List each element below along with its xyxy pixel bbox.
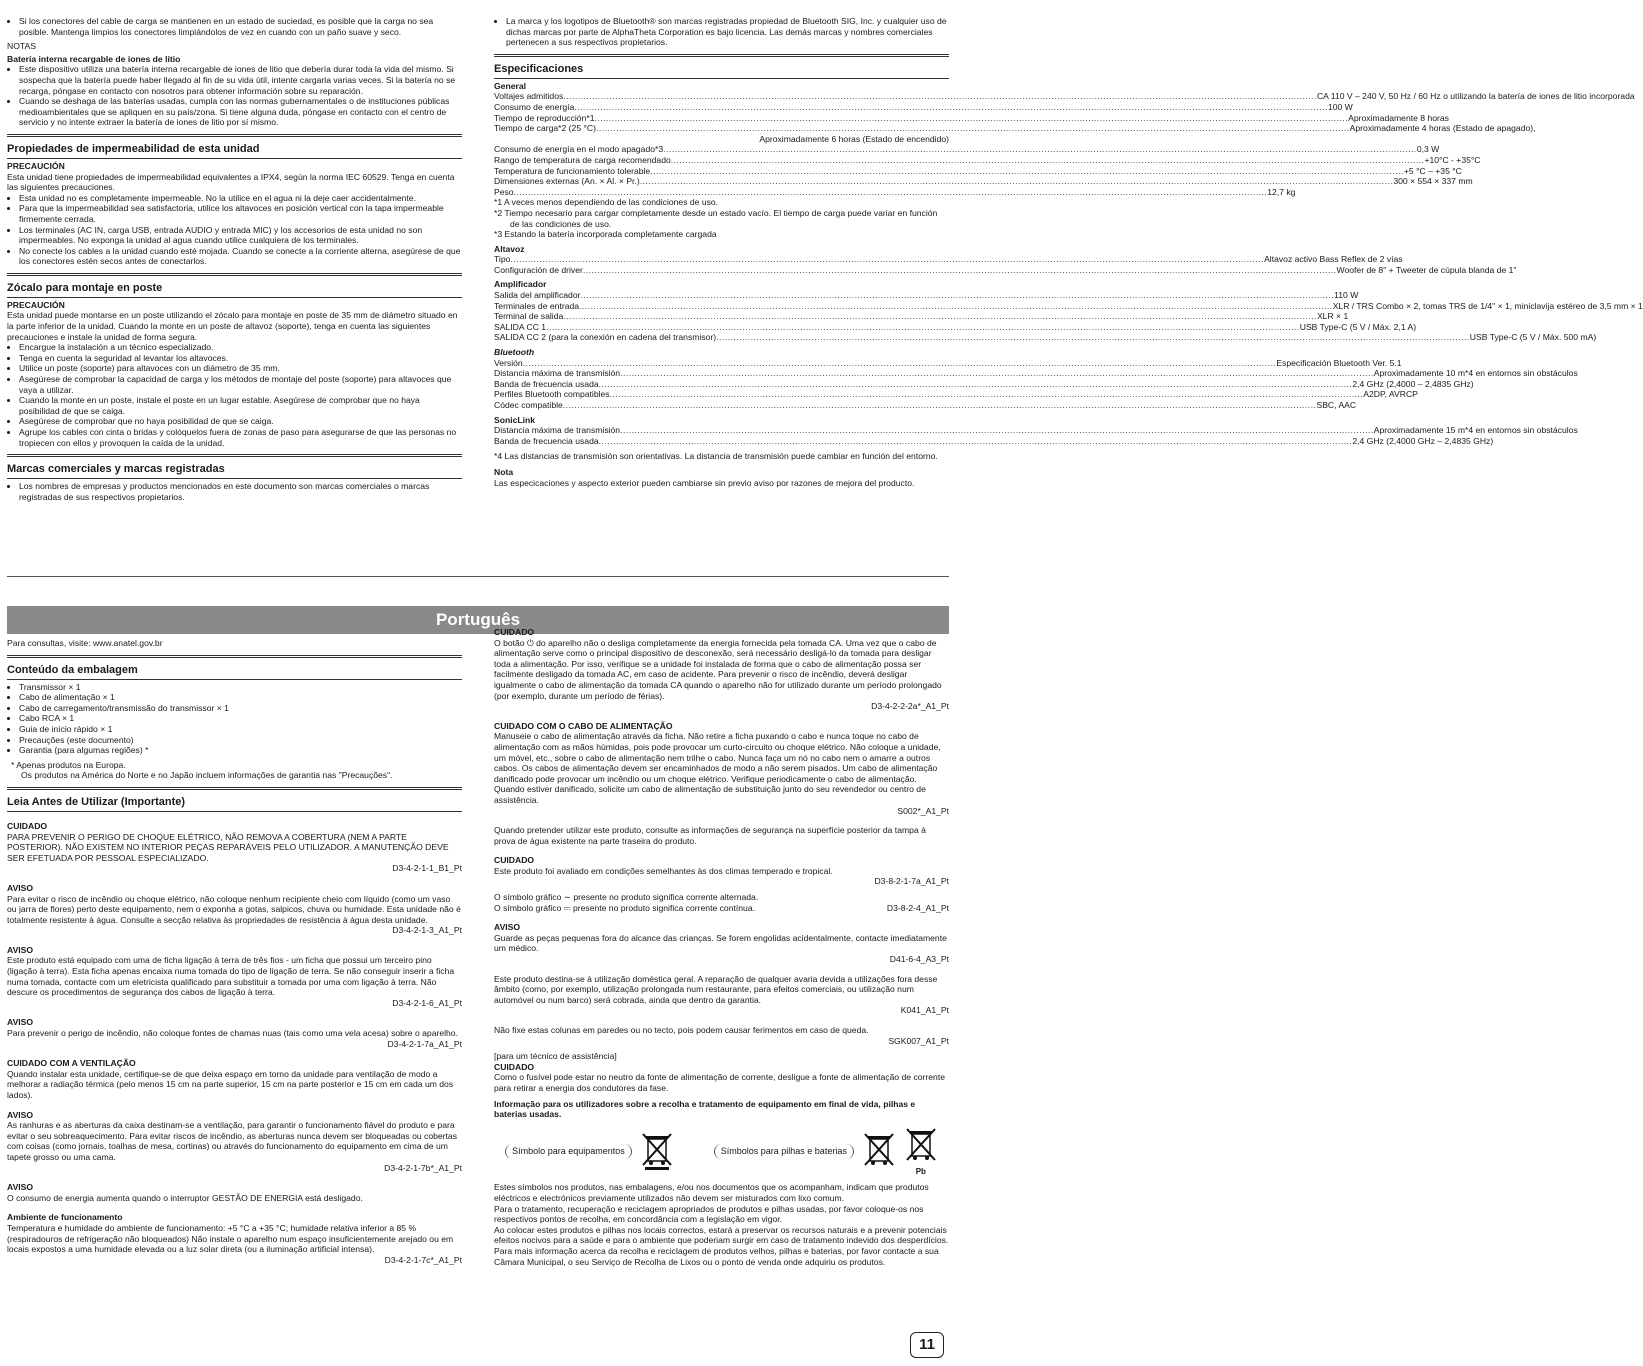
contents-list	[7, 682, 462, 756]
spec-row	[494, 101, 1353, 113]
spec-value: XLR / TRS Combo × 2, tomas TRS de 1/4" × 1, miniclavija estéreo de 3,5 mm × 1	[1332, 300, 1643, 311]
notice-text: Temperatura e humidade do ambiente de funcionamento: +5 °C a +35 °C; humidade relativa inferior a 85 % (respiradouros de refrigeração não bloqueados) Não instale o aparelho num espaço insuficientemente arejado ou em locais expostos a uma humidade elevada ou a luz solar direta (ou a iluminação artificial intensa).	[7, 1222, 454, 1255]
spec-group-general: General	[494, 80, 527, 91]
crossed-bin-icon	[862, 1131, 896, 1171]
spec-row	[494, 425, 1578, 436]
reference-code: SGK007_A1_Pt	[888, 1035, 949, 1046]
spec-note-4: *4 Las distancias de transmisión son orientativas. La distancia de transmisión puede cambiar en función del entorno.	[494, 451, 938, 462]
spec-label: Perfiles Bluetooth compatibles	[494, 389, 610, 400]
spec-group-amplifier: Amplificador	[494, 279, 547, 290]
list-item: • Garantia (para algumas regiões) *	[19, 745, 462, 756]
notice-block	[7, 1182, 462, 1203]
spec-label: Terminales de entrada	[494, 300, 580, 311]
pt-left-column	[7, 638, 462, 1265]
notice-heading: AVISO	[7, 882, 34, 893]
spec-row	[494, 389, 1418, 400]
leader-dots	[514, 187, 1268, 198]
list-item: • Tenga en cuenta la seguridad al levantar los altavoces.	[19, 353, 462, 364]
list-item: • No conecte los cables a la unidad cuando esté mojada. Cuando se conecte a la corriente alterna, asegúrese de que los conectores estén secos antes de conectarlos.	[19, 246, 462, 267]
reference-code: D3-4-2-1-1_B1_Pt	[392, 863, 462, 874]
spec-label: Rango de temperatura de carga recomendado	[494, 154, 671, 165]
leader-dots	[650, 166, 1404, 177]
leader-dots	[640, 176, 1394, 187]
spec-value: 2,4 GHz (2,4000 – 2,4835 GHz)	[1352, 378, 1474, 389]
leader-dots	[583, 265, 1337, 276]
spec-value: Altavoz activo Bass Reflex de 2 vías	[1264, 254, 1403, 265]
spec-value: CA 110 V – 240 V, 50 Hz / 60 Hz o utilizando la batería de iones de litio incorporada	[1316, 91, 1635, 102]
section-title-contents: Conteúdo da embalagem	[7, 655, 462, 680]
reference-code: D3-4-2-1-7c*_A1_Pt	[384, 1254, 462, 1265]
pt-right-column	[494, 618, 949, 1318]
spec-label: Tiempo de carga*2 (25 °C)	[494, 123, 596, 134]
reference-code: D41-6-4_A3_Pt	[889, 954, 949, 965]
precaution-heading: PRECAUCIÓN	[7, 160, 65, 171]
notice-block	[7, 945, 462, 1009]
warning-blocks	[7, 821, 462, 1265]
notice-heading: CUIDADO	[7, 820, 48, 831]
spec-label: Versión	[494, 357, 523, 368]
list-item: • La marca y los logotipos de Bluetooth® son marcas registradas propiedad de Bluetooth SIG, Inc. y cualquier uso de dichas marcas por parte de AlphaTheta Corporation es bajo licencia. Las demás marcas y nombres comerciales pertenecen a sus respectivos propietarios.	[506, 16, 949, 48]
spec-table-bluetooth	[494, 357, 1578, 411]
list-item: • Asegúrese de comprobar que no haya posibilidad de que se caiga.	[19, 416, 462, 427]
spec-row	[494, 254, 1403, 265]
spec-row	[494, 176, 1473, 187]
page-number: 11	[910, 1332, 944, 1358]
leader-dots	[596, 123, 1350, 134]
spec-value: A2DP, AVRCP	[1363, 389, 1418, 400]
notice-text: Manuseie o cabo de alimentação através da ficha. Não retire a ficha puxando o cabo e nunca toque no cabo de alimentação com as mãos húmidas, pois pode provocar um curto-circuito ou choque elétrico. Não coloque a unidade, um móvel, etc., sobre o cabo de alimentação nem trilhe o cabo. Nunca faça um nó no cabo nem o amarre a outros cabos. Os cabos de alimentação devem ser encaminhados de modo a não serem pisados. Um cabo de alimentação danificado pode provocar um incêndio ou um choque elétrico. Verifique periodicamente o cabo de alimentação. Quando estiver danificado, solicite um cabo de alimentação de substituição junto do seu revendedor ou centro de assistência.	[494, 731, 941, 805]
notice-block	[494, 974, 949, 1016]
spec-row	[494, 311, 1349, 322]
waterproof-list	[7, 193, 462, 267]
list-item: • Cabo de alimentação × 1	[19, 692, 462, 703]
spec-row	[494, 300, 1643, 312]
spec-value: Aproximadamente 10 m*4 en entornos sin obstáculos	[1373, 368, 1578, 379]
nota-text: Las especicaciones y aspecto exterior pueden cambiarse sin previo aviso por razones de mejora del producto.	[494, 477, 915, 488]
spec-row	[494, 91, 1635, 102]
language-bar: Português	[7, 606, 949, 634]
recycle-text: Ao colocar estes produtos e pilhas nos locais correctos, estará a preservar os recursos naturais e a prevenir potenciais efeitos nocivos para a saúde e para o ambiente que poderiam surgir em caso de tratamento indevido dos desperdícios.	[494, 1224, 949, 1246]
list-item: • Utilice un poste (soporte) para altavoces con un diámetro de 35 mm.	[19, 363, 462, 374]
spec-row	[494, 144, 1440, 155]
spec-row	[494, 112, 1449, 124]
leader-dots	[663, 144, 1417, 155]
spec-label: Banda de frecuencia usada	[494, 378, 599, 389]
contents-note: Os produtos na América do Norte e no Japão incluem informações de garantia nas "Precauções".	[21, 770, 393, 781]
spec-value: SBC, AAC	[1316, 400, 1357, 410]
spec-label: Consumo de energía	[494, 101, 575, 112]
list-item: • Guia de início rápido × 1	[19, 724, 462, 735]
list-item: • Cuando la monte en un poste, instale el poste en un lugar estable. Asegúrese de comprobar que no haya posibilidad de que se caiga.	[19, 395, 462, 416]
leader-dots	[599, 379, 1353, 390]
spec-label: SALIDA CC 1	[494, 321, 547, 332]
notice-block	[494, 922, 949, 964]
spec-label: Banda de frecuencia usada	[494, 435, 599, 446]
list-item: • Esta unidad no es completamente impermeable. No la utilice en el agua ni la deje caer accidentalmente.	[19, 193, 462, 204]
list-item: • Agrupe los cables con cinta o bridas y colóquelos fuera de zonas de paso para asegurarse de que las personas no tropiecen con ellos y provoquen la caída de la unidad.	[19, 427, 462, 448]
notice-block	[494, 721, 949, 816]
notice-heading: AVISO	[494, 922, 521, 933]
spec-group-soniclink: SonicLink	[494, 414, 536, 425]
list-item: • Transmissor × 1	[19, 682, 462, 693]
list-item: • Asegúrese de comprobar la capacidad de carga y los métodos de montaje del poste (soporte) para altavoces que vaya a utilizar.	[19, 374, 462, 395]
list-item: • Para que la impermeabilidad sea satisfactoria, utilice los altavoces en posición vertical con la tapa impermeable firmemente cerrada.	[19, 203, 462, 224]
spec-note: *1 A veces menos dependiendo de las condiciones de uso.	[494, 197, 719, 208]
spec-row	[494, 123, 1536, 134]
list-item: • Cabo de carregamento/transmissão do transmissor × 1	[19, 703, 462, 714]
reference-code: D3-4-2-1-7a_A1_Pt	[387, 1038, 462, 1049]
spec-label: Terminal de salida	[494, 311, 564, 322]
notice-heading: CUIDADO COM A VENTILAÇÃO	[7, 1058, 136, 1069]
notice-heading: CUIDADO	[494, 627, 535, 637]
divider	[7, 576, 949, 577]
pole-list	[7, 342, 462, 448]
recycle-heading: Informação para os utilizadores sobre a recolha e tratamento de equipamento em final de vida, pilhas e baterias usadas.	[494, 1098, 916, 1120]
list-item: • Precauções (este documento)	[19, 735, 462, 746]
spec-label: Salida del amplificador	[494, 290, 581, 301]
notice-block	[7, 821, 462, 874]
spec-value: USB Type-C (5 V / Máx. 500 mA)	[1469, 332, 1597, 343]
reference-code: K041_A1_Pt	[900, 1005, 949, 1016]
leader-dots	[574, 102, 1328, 113]
spec-value: Woofer de 8" + Tweeter de cúpula blanda de 1"	[1336, 264, 1517, 275]
leader-dots	[620, 425, 1374, 436]
symbol-label: Símbolo para equipamentos	[505, 1144, 632, 1159]
notas-heading: NOTAS	[7, 41, 36, 52]
spec-value: 2,4 GHz (2,4000 GHz – 2,4835 GHz)	[1352, 435, 1494, 446]
list-item: • Los terminales (AC IN, carga USB, entrada AUDIO y entrada MIC) y los accesorios de esta unidad no son impermeables. No exponga la unidad al agua cuando utilice cualquiera de los terminales.	[19, 225, 462, 246]
recycle-text: Estes símbolos nos produtos, nas embalagens, e/ou nos documentos que os acompanham, indicam que produtos eléctricos e electrónicos previamente utilizados não devem ser misturados com lixo comum.	[494, 1182, 929, 1203]
spec-value: Aproximadamente 6 horas (Estado de encendido)	[759, 133, 949, 144]
spec-notes	[494, 197, 949, 239]
spec-table-general	[494, 91, 1635, 197]
reference-code: D3-4-2-1-3_A1_Pt	[392, 925, 462, 936]
notice-block	[7, 1212, 462, 1265]
equipment-symbol-group	[505, 1131, 674, 1171]
spec-row	[494, 134, 949, 145]
trademark-list	[7, 481, 462, 502]
notice-heading: CUIDADO	[494, 855, 535, 866]
leader-dots	[510, 254, 1264, 265]
power-symbols	[494, 892, 949, 913]
reference-code: D3-4-2-1-7b*_A1_Pt	[384, 1162, 462, 1173]
notice-block	[7, 1058, 462, 1100]
symbol-dc-text: O símbolo gráfico ⎓ presente no produto significa corrente contínua.	[494, 902, 755, 913]
spec-value: Aproximadamente 8 horas	[1348, 112, 1449, 123]
reference-code: S002*_A1_Pt	[897, 805, 949, 816]
tech-heading: CUIDADO	[494, 1061, 535, 1072]
notice-text: Este produto foi avaliado em condições semelhantes às dos climas temperado e tropical.	[494, 865, 833, 876]
notice-text: Para prevenir o perigo de incêndio, não coloque fontes de chamas nuas (tais como uma vela acesa) sobre o aparelho.	[7, 1028, 458, 1039]
leader-dots	[671, 155, 1425, 166]
notice-text: Guarde as peças pequenas fora do alcance das crianças. Se forem engolidas acidentalmente, contacte imediatamente um médico.	[494, 932, 947, 954]
leader-dots	[610, 389, 1364, 400]
notice-text: As ranhuras e as aberturas da caixa destinam-se a ventilação, para garantir o funcionamento fiável do produto e para evitar o seu sobreaquecimento. Para evitar riscos de incêndio, as aberturas nunca devem ser bloqueadas ou cobertas com coisas (como jornais, toalhas de mesa, cortinas) ou através do funcionamento do equipamento em cima de um tapete grosso ou uma cama.	[7, 1120, 458, 1162]
list-item: • Si los conectores del cable de carga se mantienen en un estado de suciedad, es posible que la carga no sea posible. Mantenga limpios los conectores limpiándolos de vez en cuando con un paño suave y seco.	[19, 16, 462, 37]
section-title-trademarks: Marcas comerciales y marcas registradas	[7, 454, 462, 479]
recycle-text: Para o tratamento, recuperação e reciclagem apropriados de produtos e pilhas usadas, por favor coloque-os nos respectivos pontos de recolha, em concordância com a legislação em vigor.	[494, 1203, 924, 1225]
symbol-label: Símbolos para pilhas e baterias	[714, 1144, 854, 1159]
spec-row	[494, 321, 1417, 333]
leader-dots	[563, 311, 1317, 322]
es-right-column	[494, 16, 1643, 556]
list-item: • Cabo RCA × 1	[19, 713, 462, 724]
section-title-pole: Zócalo para montaje en poste	[7, 273, 462, 298]
list-item: • Este dispositivo utiliza una batería interna recargable de iones de litio que debería durar toda la vida del mismo. Si sospecha que la batería puede haber llegado al fin de su vida útil, intente cargarla varias veces. Si la batería no se recarga, póngase en contacto con nosotros para obtener información sobre su reparación.	[19, 64, 462, 96]
spec-row	[494, 332, 1597, 343]
spec-value: +10°C - +35°C	[1424, 154, 1481, 165]
leader-dots	[620, 368, 1374, 379]
spec-label: Peso	[494, 186, 514, 197]
spec-row	[494, 400, 1357, 411]
notice-block	[494, 627, 949, 712]
spec-note: *3 Estando la batería incorporada completamente cargada	[494, 229, 717, 240]
precaution-heading: PRECAUCIÓN	[7, 299, 65, 310]
battery-symbol-group	[714, 1126, 938, 1177]
spec-row	[494, 435, 1494, 447]
notice-block	[7, 1110, 462, 1174]
warning-blocks	[494, 922, 949, 1046]
consult-text: Para consultas, visite: www.anatel.gov.br	[7, 638, 163, 648]
notice-text: PARA PREVENIR O PERIGO DE CHOQUE ELÉTRICO, NÃO REMOVA A COBERTURA (NEM A PARTE POSTERIOR). NÃO EXISTEM NO INTERIOR PEÇAS REPARÁVEIS PELO UTILIZADOR. A MANUTENÇÃO DEVE SER EFETUADA POR PESSOAL ESPECIALIZADO.	[7, 831, 449, 863]
battery-list	[7, 64, 462, 128]
battery-heading: Batería interna recargable de iones de litio	[7, 53, 181, 64]
pb-label: Pb	[915, 1167, 926, 1177]
notice-block	[494, 1025, 949, 1046]
spec-row	[494, 378, 1474, 390]
tech-note: [para um técnico de assistência]	[494, 1051, 617, 1062]
contents-note: * Apenas produtos na Europa.	[11, 759, 126, 770]
notice-text: Para evitar o risco de incêndio ou choque elétrico, não coloque nenhum recipiente cheio com líquido (como um vaso ou jarra de flores) perto deste equipamento, nem o exponha a gotas, salpicos, chuva ou humidade. Esta unidade não é totalmente resistente à água. Consulte a secção relativa às propriedades de resistência à água desta unidade.	[7, 893, 461, 925]
spec-group-bluetooth: Bluetooth	[494, 347, 535, 358]
leader-dots	[579, 301, 1333, 312]
symbol-ac-text: O símbolo gráfico ∼ presente no produto significa corrente alternada.	[494, 892, 759, 903]
section-title-read-before: Leia Antes de Utilizar (Importante)	[7, 787, 462, 812]
reference-code: D3-4-2-1-6_A1_Pt	[392, 997, 462, 1008]
leader-dots	[594, 113, 1348, 124]
notice-text: Este produto está equipado com uma de ficha ligação à terra de três fios - um ficha que possui um terceiro pino (ligação à terra). Esta ficha apenas encaixa numa tomada do tipo de ligação de terra. Se não conseguir inserir a ficha numa tomada, contacte com um eletricista qualificado para substituir a tomada por uma com ligação à terra. Não descure os procedimentos de segurança dos cabos de ligação à terra.	[7, 955, 455, 998]
notice-text: Não fixe estas colunas em paredes ou no tecto, pois podem causar ferimentos em caso de queda.	[494, 1025, 869, 1035]
es-intro-list	[7, 16, 462, 37]
spec-value: 300 × 554 × 337 mm	[1393, 176, 1473, 187]
spec-note: *2 Tiempo necesario para cargar completamente desde un estado vacío. El tiempo de carga puede variar en función de las condiciones de uso.	[494, 207, 938, 229]
spec-label: Distancia máxima de transmisión	[494, 368, 621, 379]
section-title-specs: Especificaciones	[494, 54, 949, 79]
notice-text: Este produto destina-se à utilização doméstica geral. A reparação de qualquer avaria devida a utilizações fora desse âmbito (como, por exemplo, utilização prolongada num restaurante, para efeitos comerciais, ou utilização num automóvel ou num barco) será cobrada, ainda que dentro da garantia.	[494, 973, 938, 1005]
notice-heading: Ambiente de funcionamento	[7, 1212, 123, 1223]
reference-code: D3-8-2-1-7a_A1_Pt	[874, 876, 949, 887]
leader-dots	[563, 91, 1317, 102]
spec-label: Temperatura de funcionamiento tolerable	[494, 165, 651, 176]
spec-group-speaker: Altavoz	[494, 243, 525, 254]
spec-row	[494, 290, 1359, 301]
nota-heading: Nota	[494, 466, 514, 477]
spec-value: 100 W	[1327, 101, 1353, 112]
spec-value: Especificación Bluetooth Ver. 5.1	[1276, 357, 1402, 368]
spec-table-speaker	[494, 254, 1517, 275]
notice-heading: AVISO	[7, 944, 34, 955]
spec-row	[494, 165, 1462, 177]
notice-block	[7, 1017, 462, 1049]
notice-heading: AVISO	[7, 1109, 34, 1120]
spec-label: Tiempo de reproducción*1	[494, 112, 595, 123]
spec-label: Códec compatible	[494, 400, 563, 410]
section-title-waterproof: Propiedades de impermeabilidad de esta unidad	[7, 134, 462, 159]
list-item: • Encargue la instalación a un técnico especializado.	[19, 342, 462, 353]
notice-text: O consumo de energia aumenta quando o interruptor GESTÃO DE ENERGIA está desligado.	[7, 1192, 363, 1203]
spec-row	[494, 368, 1578, 379]
pole-text: Esta unidad puede montarse en un poste utilizando el zócalo para montaje en poste de 35 mm de diámetro situado en la parte inferior de la unidad. Cuando la monte en un poste de altavoz (soporte), tenga en cuenta las siguientes precauciones e instale la unidad de forma segura.	[7, 310, 458, 342]
recycle-text: Para mais informação acerca da recolha e reciclagem de produtos velhos, pilhas e baterias, por favor contacte a sua Câmara Municipal, o seu Serviço de Recolha de Lixos ou o ponto de venda onde adquiriu os produtos.	[494, 1245, 939, 1267]
spec-table-soniclink	[494, 425, 1578, 446]
spec-value: USB Type-C (5 V / Máx. 2,1 A)	[1299, 321, 1417, 332]
recycle-symbols	[494, 1126, 949, 1177]
reference-code: D3-4-2-2-2a*_A1_Pt	[871, 701, 949, 712]
list-item: • Los nombres de empresas y productos mencionados en este documento son marcas comerciales o marcas registradas de sus respectivos propietarios.	[19, 481, 462, 502]
tech-text: Como o fusível pode estar no neutro da fonte de alimentação de corrente, desligue a fonte de alimentação de corrente para retirar a energia dos condutores da fase.	[494, 1072, 945, 1093]
spec-label: Consumo de energía en el modo apagado*3	[494, 144, 664, 155]
leader-dots	[563, 400, 1317, 411]
spec-row	[494, 264, 1517, 276]
crossed-bin-icon	[904, 1126, 938, 1166]
reference-code: D3-8-2-4_A1_Pt	[886, 902, 949, 913]
notice-heading: CUIDADO COM O CABO DE ALIMENTAÇÃO	[494, 720, 673, 731]
spec-value: 12,7 kg	[1267, 186, 1296, 197]
spec-value: Aproximadamente 15 m*4 en entornos sin obstáculos	[1373, 425, 1578, 436]
bluetooth-trademark-list	[494, 16, 949, 48]
spec-label: Dimensiones externas (An. × Al. × Pr.)	[494, 176, 640, 187]
list-item: • Cuando se deshaga de las baterías usadas, cumpla con las normas gubernamentales o de instituciones públicas medioambientales que se apliquen en su país/zona. Si tiene alguna duda, póngase en contacto con el centro de servicio y no intente extraer la batería de iones de litio por sí mismo.	[19, 96, 462, 128]
notice-heading: AVISO	[7, 1017, 34, 1028]
notice-block	[494, 855, 949, 887]
spec-label: SALIDA CC 2 (para la conexión en cadena del transmisor)	[494, 332, 717, 343]
notice-text: O botão ⏻ do aparelho não o desliga completamente da energia fornecida pela tomada CA. Uma vez que o cabo de alimentação serve como o principal dispositivo de desconexão, será necessário desligá-lo da tomada para desligar toda a alimentação. Por isso, verifique se a unidade foi instalada de forma que o cabo de alimentação possa ser facilmente desligado da tomada AC, em caso de acidente. Para prevenir o risco de incêndio, deverá desligar igualmente o cabo de alimentação da tomada CA quando o aparelho não for utilizado durante um período prolongado (por exemplo, durante um período de férias).	[494, 637, 942, 701]
leader-dots	[716, 332, 1470, 343]
notice-text: Quando pretender utilizar este produto, consulte as informações de segurança na superfície posterior da tampa à prova de água existente na parte traseira do produto.	[494, 825, 926, 846]
spec-row	[494, 186, 1296, 198]
leader-dots	[546, 322, 1300, 333]
spec-value: 110 W	[1334, 290, 1359, 301]
spec-label: Configuración de driver	[494, 264, 583, 275]
spec-label: Voltajes admitidos	[494, 91, 564, 102]
spec-label: Tipo	[494, 254, 511, 265]
spec-table-amplifier	[494, 290, 1643, 343]
notice-block	[494, 825, 949, 846]
spec-value: XLR × 1	[1316, 311, 1349, 322]
spec-label: Distancia máxima de transmisión	[494, 425, 621, 436]
spec-value: 0,3 W	[1416, 144, 1440, 155]
spec-value: Aproximadamente 4 horas (Estado de apagado),	[1349, 123, 1536, 134]
notice-heading: AVISO	[7, 1182, 34, 1193]
spec-row	[494, 154, 1481, 166]
leader-dots	[580, 290, 1334, 301]
waterproof-text: Esta unidad tiene propiedades de impermeabilidad equivalentes a IPX4, según la norma IEC 60529. Tenga en cuenta las siguientes precauciones.	[7, 171, 455, 193]
leader-dots	[523, 358, 1277, 369]
battery-pb-symbol	[904, 1126, 938, 1177]
spec-row	[494, 357, 1402, 369]
spec-value: +5 °C – +35 °C	[1403, 165, 1462, 176]
crossed-bin-icon	[640, 1131, 674, 1171]
warning-blocks	[494, 627, 949, 887]
notice-text: Quando instalar esta unidade, certifique-se de que deixa espaço em torno da unidade para ventilação de modo a melhorar a radiação térmica (pelo menos 15 cm na parte superior, 15 cm na parte posterior e 15 cm em cada um dos lados).	[7, 1068, 454, 1100]
es-left-column	[7, 16, 462, 556]
leader-dots	[599, 436, 1353, 447]
notice-block	[7, 883, 462, 936]
